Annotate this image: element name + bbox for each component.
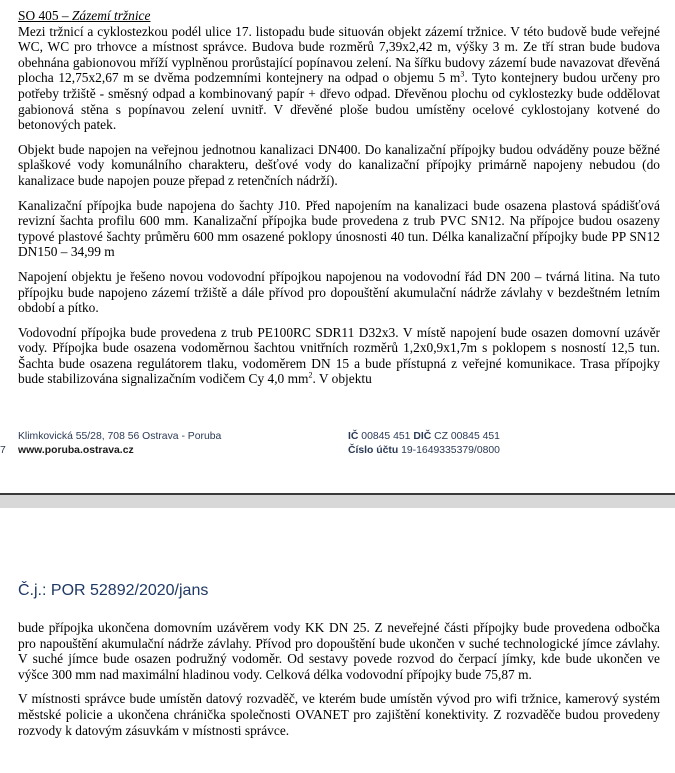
footer-registration-block: [348, 430, 500, 458]
cubic-superscript: 3: [460, 69, 465, 79]
paragraph-building-text-a: Mezi tržnicí a cyklostezkou podél ulice 17. listopadu bude situován objekt zázemí tržnice. V této budově bude veřejné WC, WC pro trhovce a místnost správce. Budova bude rozměrů 7,39x2,42 m, výšky 3 m. Ze tří stran bude budova obehnána gabionovou mříží vyplněnou prorůstající popínavou zelení. Na šířku budovy zázemí bude navazovat dřevěná plocha 12,75x2,67 m se dvěma podzemními kontejnery na odpad o objemu 5 m: [18, 23, 660, 86]
account-label: Číslo účtu: [348, 445, 399, 456]
paragraph-water-pipe-text-b: . V objektu: [312, 371, 372, 387]
section-title: Zázemí tržnice: [71, 8, 151, 23]
paragraph-sewer-connection: Objekt bude napojen na veřejnou jednotnou kanalizaci DN400. Do kanalizační přípojky budou odváděny pouze běžné splaškové vody komunálního charakteru, dešťové vody do kanalizační přípojky primárně napojeny nebudou (do kanalizace bude napojen pouze přepad z retenčních nádrží).: [18, 141, 660, 188]
paragraph-water-connection: Napojení objektu je řešeno novou vodovodní přípojkou napojenou na vodovodní řád DN 200 – tvárná litina. Na tuto přípojku bude napojeno zázemí tržiště a dále přívod pro dopouštění akumulační nádrže závlahy v bezdeštném letním období a pítko.: [18, 268, 660, 316]
paragraph-water-continuation: bude přípojka ukončena domovním uzávěrem vody KK DN 25. Z neveřejné části přípojky bude provedena odbočka pro napouštění akumulační nádrže závlahy. Přívod pro dopouštění bude ukončen v suché technologické jímce závlahy. V suché jímce bude osazen podružný vodoměr. Od sestavy povede rozvod do čerpací jímky, kde bude ukončen ve výšce 300 mm nad maximální hladinou vody. Celková délka vodovodní přípojky bude 75,87 m.: [18, 620, 660, 682]
footer-address-block: [18, 430, 221, 458]
dic-value: CZ 00845 451: [431, 431, 500, 442]
square-superscript: 2: [308, 371, 313, 380]
paragraph-water-pipe-text-a: Vodovodní přípojka bude provedena z trub PE100RC SDR11 D32x3. V místě napojení bude osazen domovní uzávěr vody. Přípojka bude osazena vodoměrnou šachtou vnitřních rozměrů 1,2x0,9x1,7m s poklopem s nosností 12,5 tun. Šachta bude osazena regulátorem tlaku, vodoměrem DN 15 a bude přístupná z veřejné komunikace. Trasa přípojky bude stabilizována signalizačním vodičem Cy 4,0 mm: [18, 324, 660, 387]
paragraph-building: [18, 24, 660, 133]
footer-ids: [348, 430, 500, 444]
footer-website: www.poruba.ostrava.cz: [18, 445, 134, 456]
dic-label: DIČ: [413, 431, 432, 442]
document-page-2: [0, 508, 675, 773]
paragraph-sewer-details: Kanalizační přípojka bude napojena do šachty J10. Před napojením na kanalizaci bude osazena plastová spádišťová revizní šachta profilu 600 mm. Kanalizační přípojka bude provedena z trub PVC SN12. Na přípojce budou osazeny typové plastové šachty průměru 600 mm osazené poklopy únosnosti 40 tun. Délka kanalizační přípojky bude PP SN12 DN150 – 34,99 m: [18, 197, 660, 260]
section-heading: [18, 8, 660, 24]
footer-address: Klimkovická 55/28, 708 56 Ostrava - Poruba: [18, 431, 222, 442]
footer-account: [348, 444, 500, 458]
ic-label: IČ: [348, 431, 359, 442]
ic-value: 00845 451: [358, 431, 414, 442]
page-1-body: [18, 8, 660, 396]
paragraph-building-text-b: . Tyto kontejnery budou určeny pro potřeby tržiště - směsný odpad a kombinovaný papír + dřevo odpad. Dřevěnou plochu od cyklostezky bude oddělovat gabionová stěna s popínavou zelení uvnitř. V dřevěné ploše budou umístěny ocelové cyklostojany kotvené do betonových patek.: [18, 70, 660, 133]
paragraph-water-pipe: [18, 325, 660, 387]
page-2-body: [18, 620, 660, 747]
page-number: 7: [0, 445, 6, 456]
account-value: 19-1649335379/0800: [398, 445, 500, 456]
page-separator: [0, 493, 675, 508]
paragraph-data-cabinet: V místnosti správce bude umístěn datový rozvaděč, ve kterém bude umístěn vývod pro wifi tržnice, kamerový systém městské policie a ukončena chránička společnosti OVANET pro zajištění konektivity. Z rozvaděče budou provedeny rozvody k datovým zásuvkám v místnosti správce.: [18, 691, 660, 738]
reference-number: Č.j.: POR 52892/2020/jans: [18, 582, 209, 599]
section-code: SO 405 –: [18, 8, 72, 23]
